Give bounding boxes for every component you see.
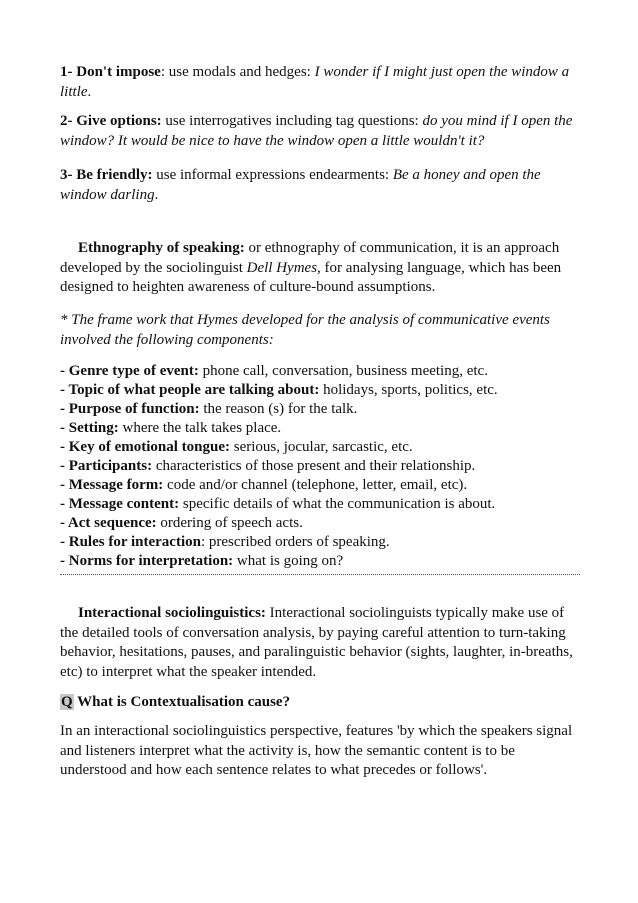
- component-text: code and/or channel (telephone, letter, email, etc).: [163, 477, 468, 493]
- list-item: [60, 419, 580, 438]
- component-text: where the talk takes place.: [118, 420, 282, 436]
- component-label: - Purpose of function:: [60, 401, 200, 417]
- component-label: - Norms for interpretation:: [60, 553, 234, 569]
- politeness-item-3: [60, 166, 580, 205]
- question-text: What is Contextualisation cause?: [73, 694, 291, 710]
- politeness-example: Be a honey and open the window darling: [60, 167, 541, 203]
- interactional-text: Interactional sociolinguists typically make use of the detailed tools of conversation analysis, by paying careful attention to turn-taking behavior, hesitations, pauses, and paralinguistic behavior (sights, laughter, in-breaths, etc) to interpret what the speaker intended.: [60, 605, 573, 680]
- component-label: - Rules for interaction: [60, 534, 201, 550]
- component-text: phone call, conversation, business meeting, etc.: [198, 363, 488, 379]
- component-text: ordering of speech acts.: [156, 515, 303, 531]
- component-text: specific details of what the communication is about.: [179, 496, 496, 512]
- component-text: holidays, sports, politics, etc.: [319, 382, 498, 398]
- dotted-divider: [60, 574, 580, 585]
- politeness-label: 3- Be friendly:: [60, 167, 153, 183]
- list-item: [60, 514, 580, 533]
- politeness-item-1: [60, 63, 580, 102]
- component-text: what is going on?: [233, 553, 344, 569]
- component-label: - Key of emotional tongue:: [60, 439, 230, 455]
- component-text: serious, jocular, sarcastic, etc.: [229, 439, 413, 455]
- list-item: [60, 476, 580, 495]
- interactional-term: Interactional sociolinguistics:: [78, 605, 266, 621]
- ethnography-name: Dell Hymes: [246, 259, 318, 276]
- politeness-example: I wonder if I might just open the window a little: [60, 64, 570, 100]
- component-label: - Participants:: [60, 458, 153, 474]
- component-label: - Act sequence:: [60, 515, 157, 531]
- list-item: [60, 400, 580, 419]
- component-label: - Message content:: [60, 496, 180, 512]
- politeness-label: 1- Don't impose: [60, 64, 161, 80]
- politeness-tail: .: [154, 186, 159, 203]
- list-item: [60, 381, 580, 400]
- list-item: [60, 438, 580, 457]
- list-item: [60, 495, 580, 514]
- component-text: : prescribed orders of speaking.: [200, 534, 390, 550]
- answer-paragraph: In an interactional sociolinguistics perspective, features 'by which the speakers signal and listeners interpret what the activity is, how the semantic content is to be understood and how each sentence relates to what precedes or follows'.: [60, 723, 573, 778]
- framework-note: * The frame work that Hymes developed for the analysis of communicative events involved the following components:: [60, 312, 550, 348]
- politeness-item-2: [60, 112, 580, 151]
- list-item: [60, 533, 580, 552]
- politeness-desc: use modals and hedges:: [168, 64, 315, 80]
- components-list: [60, 362, 580, 571]
- component-text: the reason (s) for the talk.: [199, 401, 358, 417]
- ethnography-text-2: , for analysing language, which has been designed to heighten awareness of culture-bound assumptions.: [60, 259, 562, 295]
- politeness-desc: use informal expressions endearments:: [156, 167, 393, 183]
- component-label: - Topic of what people are talking about:: [60, 382, 320, 398]
- politeness-example: do you mind if I open the window? It would be nice to have the window open a little wouldn't it?: [60, 113, 573, 149]
- question-marker: Q: [61, 694, 73, 710]
- list-item: [60, 457, 580, 476]
- politeness-sep: :: [160, 64, 169, 80]
- component-label: - Message form:: [60, 477, 164, 493]
- component-label: - Genre type of event:: [60, 363, 199, 379]
- list-item: [60, 362, 580, 381]
- politeness-label: 2- Give options:: [60, 113, 162, 129]
- component-text: characteristics of those present and their relationship.: [152, 458, 476, 474]
- politeness-desc: use interrogatives including tag questions:: [165, 113, 423, 129]
- component-label: - Setting:: [60, 420, 119, 436]
- ethnography-term: Ethnography of speaking:: [78, 240, 245, 256]
- politeness-tail: .: [87, 83, 92, 100]
- ethnography-text-1: or ethnography of communication, it is an approach developed by the sociolinguist: [60, 240, 560, 276]
- interactional-paragraph: [60, 604, 580, 682]
- question-heading: [60, 693, 580, 713]
- list-item: [60, 552, 580, 571]
- ethnography-paragraph: [60, 239, 580, 298]
